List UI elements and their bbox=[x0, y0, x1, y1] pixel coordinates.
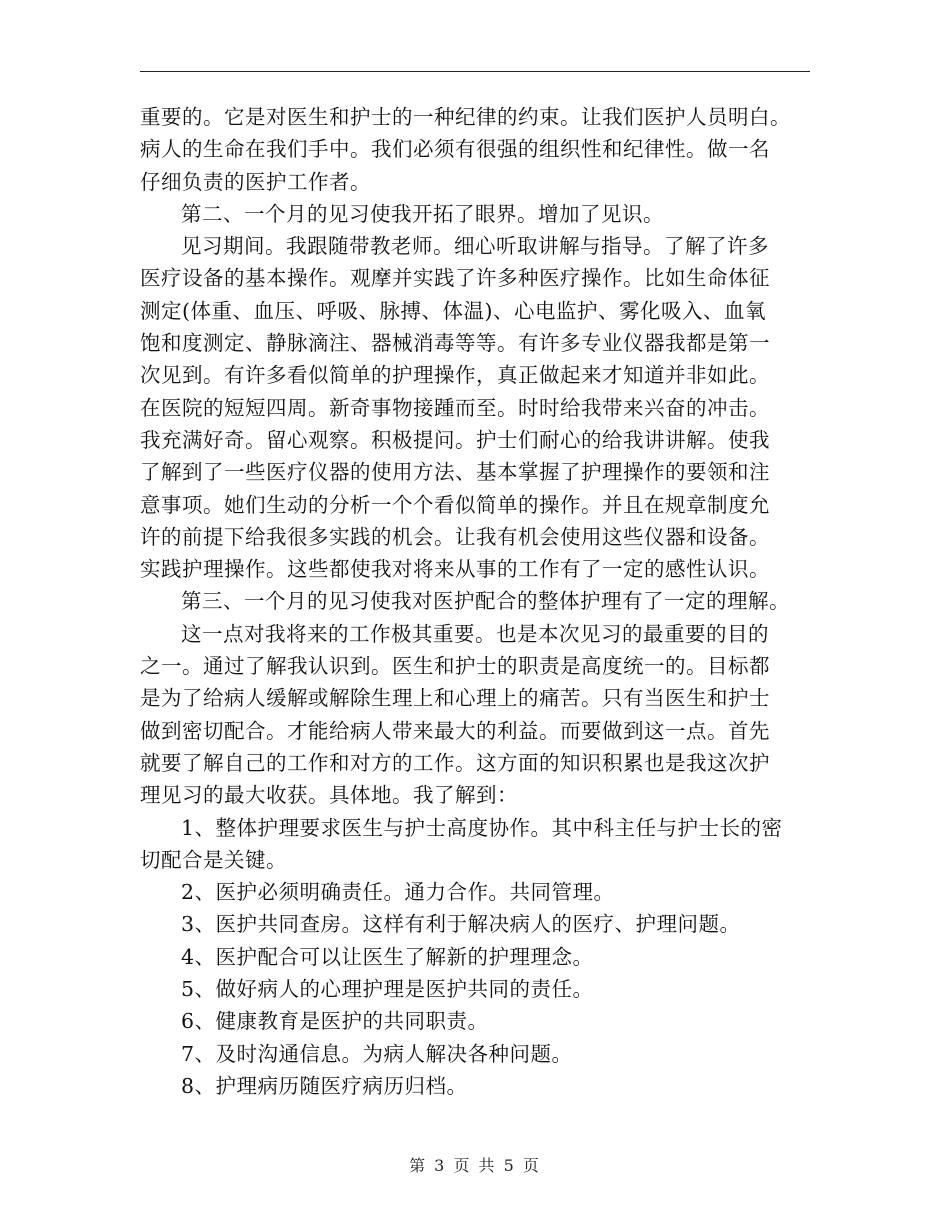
text-line: 5、做好病人的心理护理是医护共同的责任。 bbox=[181, 977, 594, 1002]
text-line: 做到密切配合。才能给病人带来最大的利益。而要做到这一点。首先 bbox=[140, 718, 770, 743]
text-line: 第三、一个月的见习使我对医护配合的整体护理有了一定的理解。 bbox=[181, 589, 790, 614]
text-line: 测定(体重、血压、呼吸、脉搏、体温)、心电监护、雾化吸入、血氧 bbox=[140, 298, 766, 323]
text-line: 6、健康教育是医护的共同职责。 bbox=[181, 1009, 489, 1034]
text-line: 次见到。有许多看似简单的护理操作，真正做起来才知道并非如此。 bbox=[140, 363, 770, 388]
text-line: 这一点对我将来的工作极其重要。也是本次见习的最重要的目的 bbox=[181, 621, 769, 646]
text-line: 4、医护配合可以让医生了解新的护理理念。 bbox=[181, 944, 594, 969]
text-line: 医疗设备的基本操作。观摩并实践了许多种医疗操作。比如生命体征 bbox=[140, 266, 770, 291]
text-line: 许的前提下给我很多实践的机会。让我有机会使用这些仪器和设备。 bbox=[140, 524, 770, 549]
text-line: 7、及时沟通信息。为病人解决各种问题。 bbox=[181, 1041, 573, 1066]
text-line: 了解到了一些医疗仪器的使用方法、基本掌握了护理操作的要领和注 bbox=[140, 460, 770, 485]
text-line: 我充满好奇。留心观察。积极提问。护士们耐心的给我讲讲解。使我 bbox=[140, 427, 770, 452]
text-line: 病人的生命在我们手中。我们必须有很强的组织性和纪律性。做一名 bbox=[140, 137, 770, 162]
text-line: 在医院的短短四周。新奇事物接踵而至。时时给我带来兴奋的冲击。 bbox=[140, 395, 770, 420]
text-line: 实践护理操作。这些都使我对将来从事的工作有了一定的感性认识。 bbox=[140, 557, 770, 582]
text-line: 重要的。它是对医生和护士的一种纪律的约束。让我们医护人员明白。 bbox=[140, 105, 791, 129]
text-line: 切配合是关键。 bbox=[140, 847, 287, 872]
text-line: 理见习的最大收获。具体地。我了解到： bbox=[140, 783, 518, 808]
text-line: 1、整体护理要求医生与护士高度协作。其中科主任与护士长的密 bbox=[181, 815, 783, 840]
text-line: 之一。通过了解我认识到。医生和护士的职责是高度统一的。目标都 bbox=[140, 654, 770, 679]
text-line: 就要了解自己的工作和对方的工作。这方面的知识积累也是我这次护 bbox=[140, 750, 770, 775]
text-line: 第二、一个月的见习使我开拓了眼界。增加了见识。 bbox=[181, 201, 664, 226]
text-line: 见习期间。我跟随带教老师。细心听取讲解与指导。了解了许多 bbox=[181, 234, 769, 259]
body-text bbox=[140, 101, 812, 1102]
text-line: 3、医护共同查房。这样有利于解决病人的医疗、护理问题。 bbox=[181, 912, 741, 937]
text-line: 仔细负责的医护工作者。 bbox=[140, 169, 371, 194]
text-line: 意事项。她们生动的分析一个个看似简单的操作。并且在规章制度允 bbox=[140, 492, 770, 517]
header-rule bbox=[140, 71, 810, 72]
text-line: 8、护理病历随医疗病历归档。 bbox=[181, 1073, 468, 1098]
page-footer: 第 3 页 共 5 页 bbox=[409, 1156, 541, 1175]
text-line: 是为了给病人缓解或解除生理上和心理上的痛苦。只有当医生和护士 bbox=[140, 686, 770, 711]
text-line: 2、医护必须明确责任。通力合作。共同管理。 bbox=[181, 880, 615, 905]
text-line: 饱和度测定、静脉滴注、器械消毒等等。有许多专业仪器我都是第一 bbox=[140, 331, 770, 356]
